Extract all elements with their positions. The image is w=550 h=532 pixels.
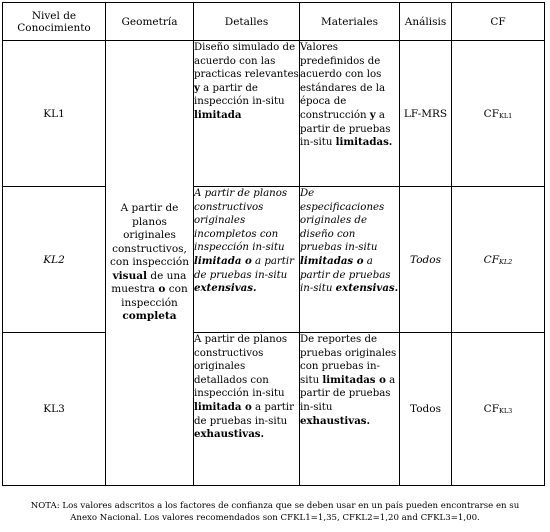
knowledge-level-table [2,2,545,486]
header-row [3,3,545,41]
analisis-cell: Todos [400,187,452,333]
cf-cell: $CF_{KL2}$ [452,187,545,333]
level-cell: KL1 [3,41,106,187]
note-line-1: NOTA: Los valores adscritos a los factores de confianza que se deben usar en un país pueden encontrarse en su [30,501,520,511]
detalles-cell: A partir de planos constructivos originales detallados con inspección in-situ limitada o a partir de pruebas in-situ exhaustivas. [194,333,300,486]
table-row [3,187,545,333]
header-detalles: Detalles [194,3,300,41]
table-row [3,333,545,486]
detalles-cell: A partir de planos constructivos originales incompletos con inspección in-situ limitada o a partir de pruebas in-situ extensivas. [194,187,300,333]
level-cell: KL2 [3,187,106,333]
analisis-cell: Todos [400,333,452,486]
geometria-cell: A partir de planos originales constructivos, con inspección visual de una muestra o con inspección completa [106,41,194,486]
header-geometria: Geometría [106,3,194,41]
header-cf: CF [452,3,545,41]
cf-cell: $CF_{KL3}$ [452,333,545,486]
header-nivel: Nivel de Conocimiento [3,3,106,41]
note-line-2: Anexo Nacional. Los valores recomendados son CFKL1=1,35, CFKL2=1,20 and CFKL3=1,00. [70,513,480,523]
detalles-cell: Diseño simulado de acuerdo con las practicas relevantes y a partir de inspección in-situ limitada [194,41,300,187]
header-analisis: Análisis [400,3,452,41]
level-cell: KL3 [3,333,106,486]
materiales-cell: Valores predefinidos de acuerdo con los estándares de la época de construcción y a partir de pruebas in-situ limitadas. [300,41,400,187]
materiales-cell: De especificaciones originales de diseño con pruebas in-situ limitadas o a partir de pruebas in-situ extensivas. [300,187,400,333]
cf-cell: $CF_{KL1}$ [452,41,545,187]
table-note [0,500,550,524]
materiales-cell: De reportes de pruebas originales con pruebas in-situ limitadas o a partir de pruebas in-situ exhaustivas. [300,333,400,486]
header-materiales: Materiales [300,3,400,41]
table-row [3,41,545,187]
analisis-cell: LF-MRS [400,41,452,187]
